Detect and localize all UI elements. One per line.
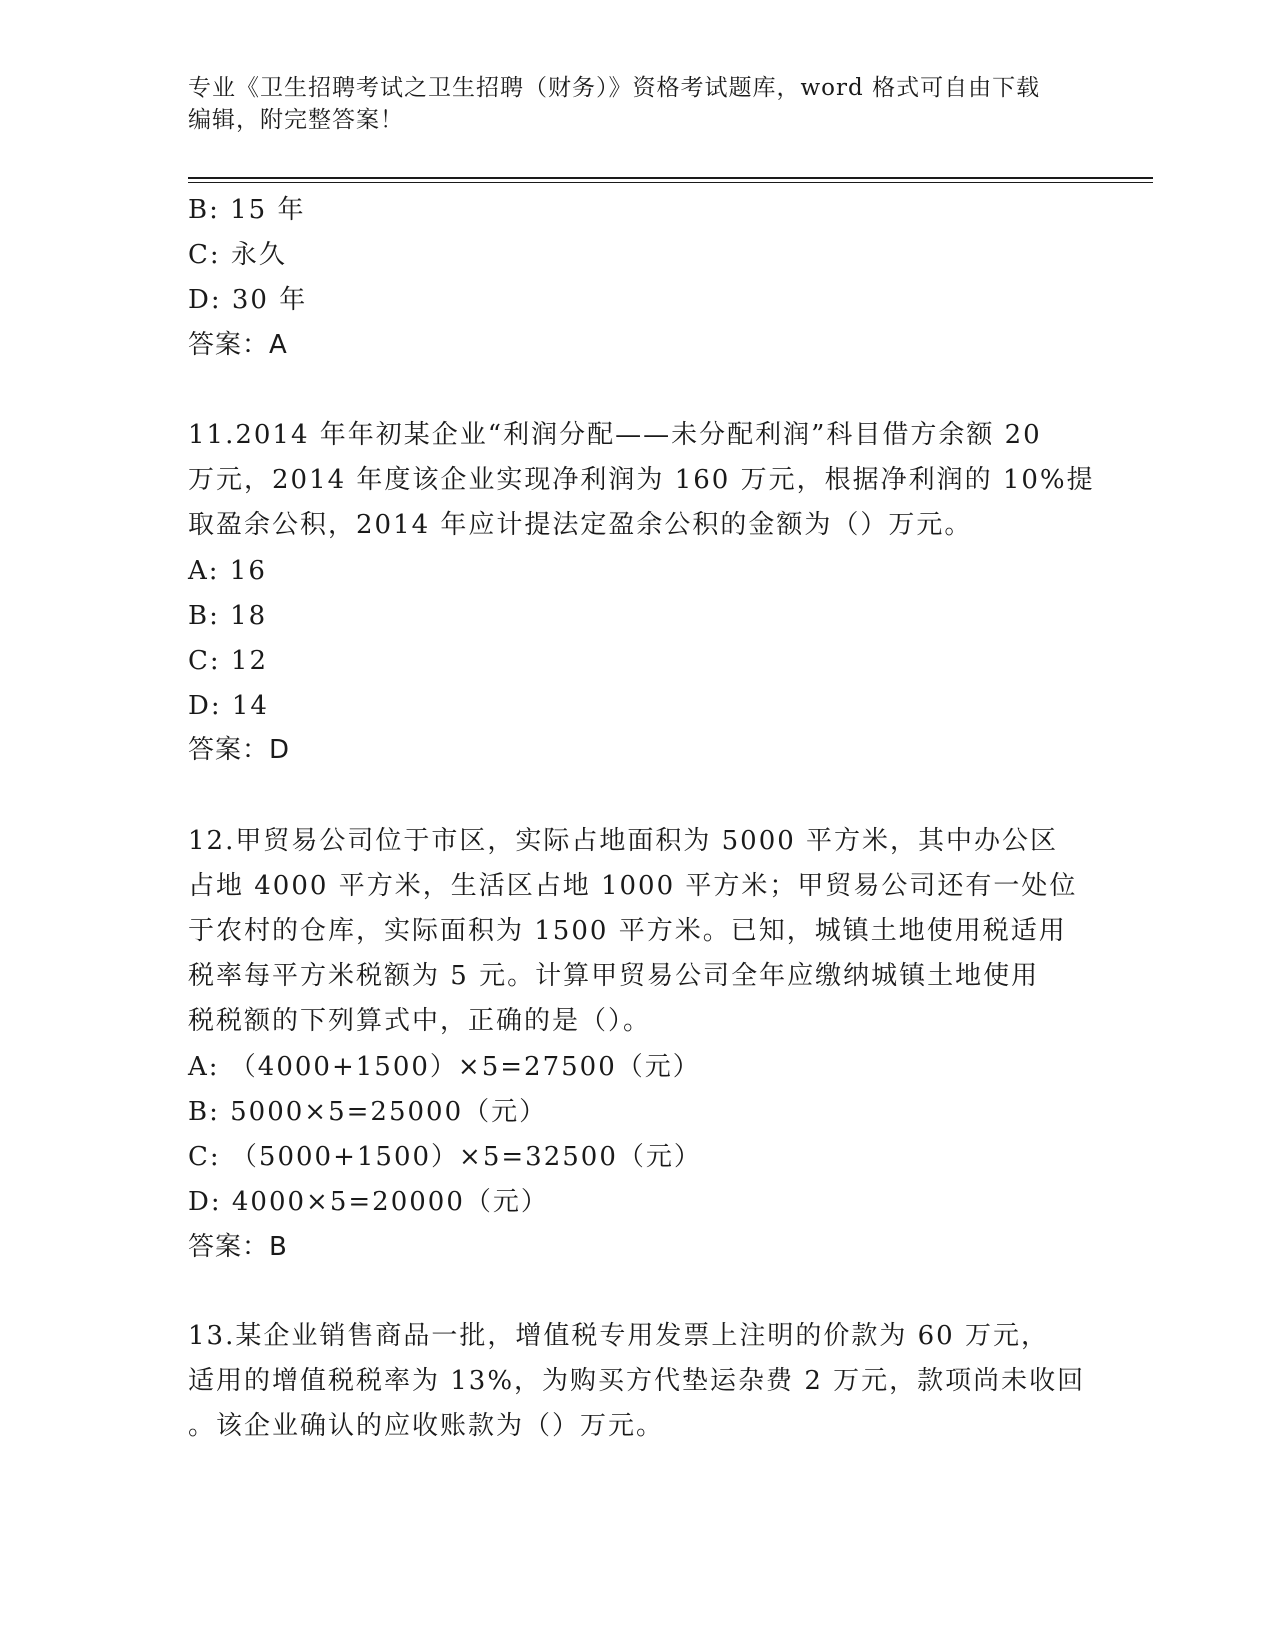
q12-option-a: A: （4000+1500）×5=27500（元） [188,1052,701,1082]
q11-option-d: D: 14 [188,691,269,721]
q10-option-b: B: 15 年 [188,195,306,225]
q11-option-b: B: 18 [188,601,268,631]
q10-option-d: D: 30 年 [188,285,308,315]
q13-stem-line-3: 。该企业确认的应收账款为（）万元。 [188,1411,665,1441]
header-line-1: 专业《卫生招聘考试之卫生招聘（财务）》资格考试题库，word 格式可自由下载 [188,75,1041,101]
q11-option-a: A: 16 [188,556,267,586]
q12-option-d: D: 4000×5=20000（元） [188,1187,549,1217]
q11-stem-line-1: 11.2014 年年初某企业“利润分配——未分配利润”科目借方余额 20 [188,420,1042,450]
header-divider-thick [188,177,1153,179]
q11-stem-line-2: 万元，2014 年度该企业实现净利润为 160 万元，根据净利润的 10%提 [188,465,1095,495]
q12-stem-line-1: 12.甲贸易公司位于市区，实际占地面积为 5000 平方米，其中办公区 [188,826,1059,856]
document-header [188,72,1068,136]
q11-stem-line-3: 取盈余公积，2014 年应计提法定盈余公积的金额为（）万元。 [188,510,973,540]
q13-stem-line-2: 适用的增值税税率为 13%，为购买方代垫运杂费 2 万元，款项尚未收回 [188,1366,1086,1396]
q10-option-c: C: 永久 [188,240,287,270]
q10-answer: 答案：A [188,330,288,360]
q11-answer: 答案：D [188,735,291,765]
q11-option-c: C: 12 [188,646,269,676]
header-line-2: 编辑，附完整答案！ [188,107,404,133]
header-divider-thin [188,182,1153,183]
q12-stem-line-5: 税税额的下列算式中，正确的是（）。 [188,1006,652,1036]
q12-stem-line-2: 占地 4000 平方米，生活区占地 1000 平方米；甲贸易公司还有一处位 [188,871,1078,901]
q12-stem-line-3: 于农村的仓库，实际面积为 1500 平方米。已知，城镇土地使用税适用 [188,916,1067,946]
q12-option-b: B: 5000×5=25000（元） [188,1097,548,1127]
q13-stem-line-1: 13.某企业销售商品一批，增值税专用发票上注明的价款为 60 万元， [188,1321,1049,1351]
q12-stem-line-4: 税率每平方米税额为 5 元。计算甲贸易公司全年应缴纳城镇土地使用 [188,961,1040,991]
q12-answer: 答案：B [188,1232,288,1262]
q12-option-c: C: （5000+1500）×5=32500（元） [188,1142,702,1172]
